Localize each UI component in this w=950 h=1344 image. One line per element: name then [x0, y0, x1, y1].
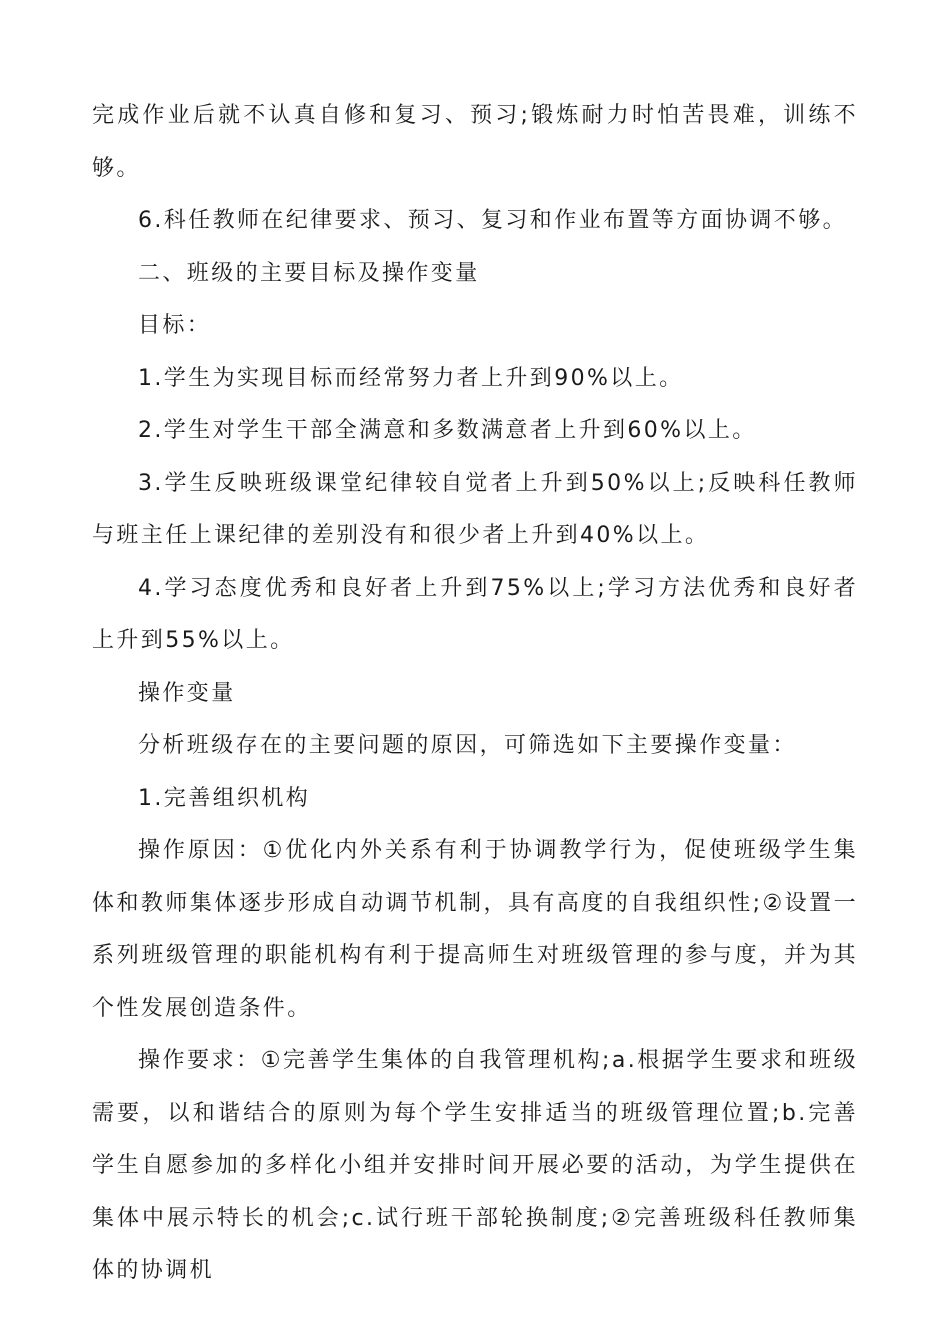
variable-1-heading: 1.完善组织机构 — [138, 785, 311, 811]
paragraph-1: 完成作业后就不认真自修和复习、预习;锻炼耐力时怕苦畏难，训练不够。 — [92, 103, 858, 181]
goals-heading: 目标： — [138, 313, 212, 338]
variables-heading: 操作变量 — [138, 680, 236, 706]
variables-intro: 分析班级存在的主要问题的原因，可筛选如下主要操作变量： — [138, 733, 797, 758]
operation-reason: 操作原因：①优化内外关系有利于协调教学行为，促使班级学生集体和教师集体逐步形成自动调节机制，具有高度的自我组织性;②设置一系列班级管理的职能机构有利于提高师生对班级管理的参与度，并为其个性发展创造条件。 — [92, 838, 858, 1021]
goal-3: 3.学生反映班级课堂纪律较自觉者上升到50%以上;反映科任教师与班主任上课纪律的差别没有和很少者上升到40%以上。 — [92, 470, 858, 548]
paragraph-2: 6.科任教师在纪律要求、预习、复习和作业布置等方面协调不够。 — [138, 208, 847, 233]
goal-1: 1.学生为实现目标而经常努力者上升到90%以上。 — [138, 365, 684, 391]
section-heading: 二、班级的主要目标及操作变量 — [138, 260, 480, 286]
goal-2: 2.学生对学生干部全满意和多数满意者上升到60%以上。 — [138, 418, 757, 443]
operation-requirement: 操作要求：①完善学生集体的自我管理机构;a.根据学生要求和班级需要，以和谐结合的原则为每个学生安排适当的班级管理位置;b.完善学生自愿参加的多样化小组并安排时间开展必要的活动，为学生提供在集体中展示特长的机会;c.试行班干部轮换制度;②完善班级科任教师集体的协调机 — [92, 1048, 858, 1283]
goal-4: 4.学习态度优秀和良好者上升到75%以上;学习方法优秀和良好者上升到55%以上。 — [92, 575, 858, 653]
